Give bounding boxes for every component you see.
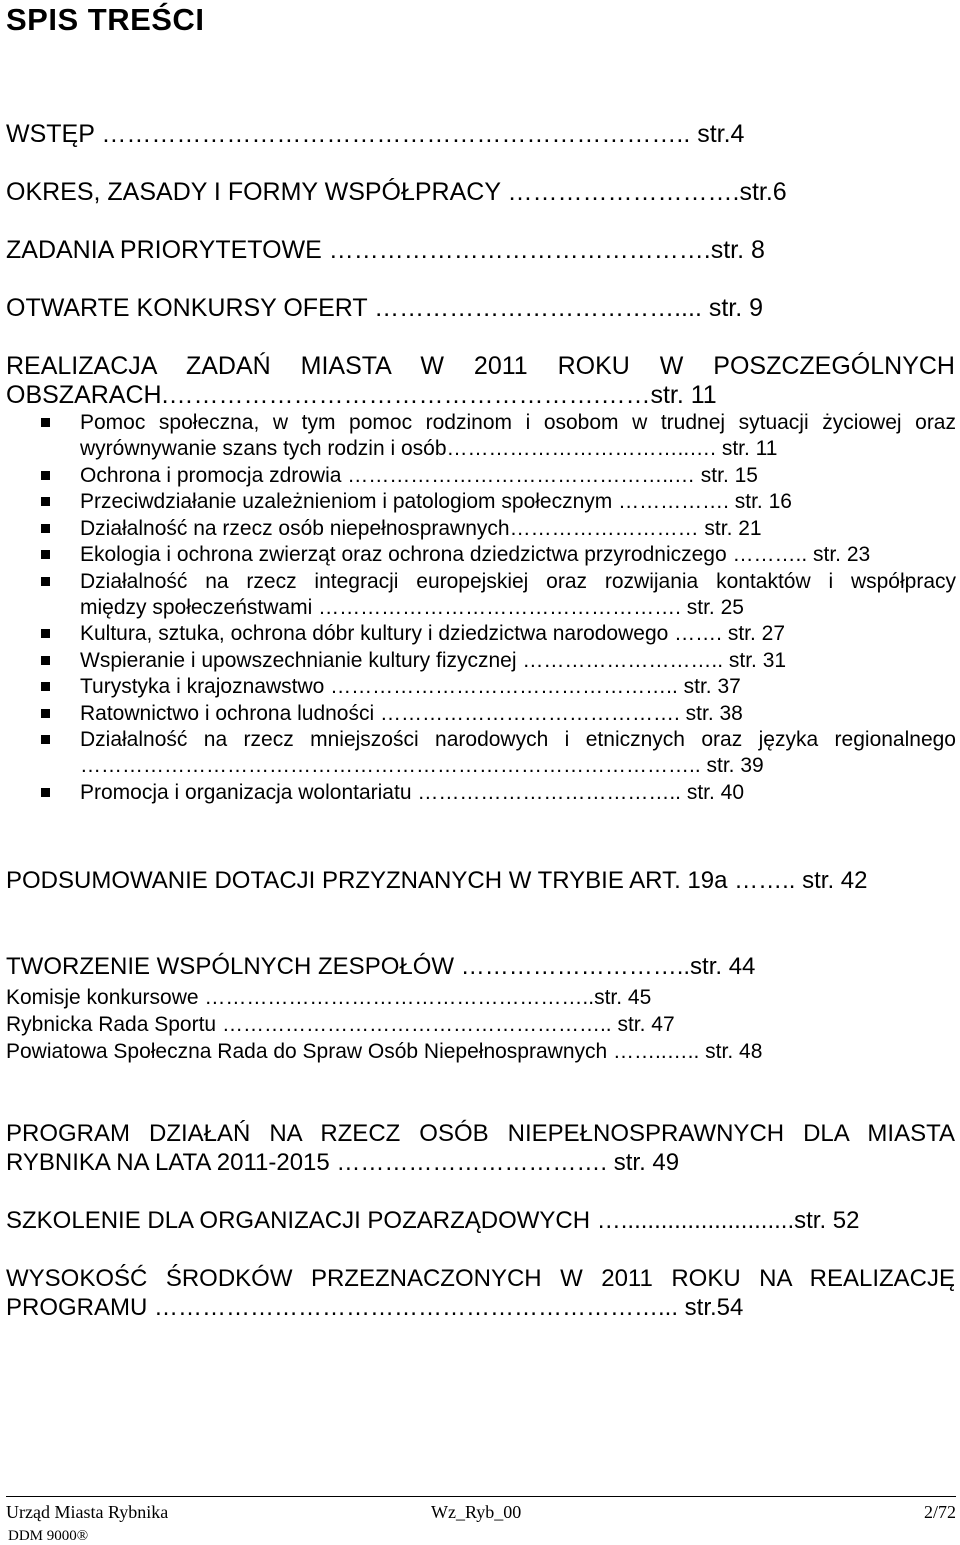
- bullet-icon: [41, 656, 50, 665]
- footer-page-number: 2/72: [923, 1502, 956, 1522]
- bullet-icon: [41, 577, 50, 586]
- toc-subitem-pomoc-line1[interactable]: Pomoc społeczna, w tym pomoc rodzinom i osobom w trudnej sytuacji życiowej oraz: [80, 411, 956, 434]
- toc-subentry-rada-powiatowa[interactable]: Powiatowa Społeczna Rada do Spraw Osób Niepełnosprawnych ……..….. str. 48: [6, 1040, 763, 1063]
- footer-document-code: Wz_Ryb_00: [431, 1502, 522, 1522]
- toc-subentry-komisje[interactable]: Komisje konkursowe ………………………………………………..str. 45: [6, 986, 652, 1009]
- toc-entry-program-line1[interactable]: PROGRAM DZIAŁAŃ NA RZECZ OSÓB NIEPEŁNOSPRAWNYCH DLA MIASTA: [6, 1120, 955, 1147]
- toc-subitem-kultura-fizyczna[interactable]: Wspieranie i upowszechnianie kultury fizycznej ……………………….. str. 31: [80, 649, 787, 672]
- toc-entry-zespoly[interactable]: TWORZENIE WSPÓLNYCH ZESPOŁÓW ………………………..str. 44: [6, 953, 756, 980]
- toc-entry-szkolenie[interactable]: SZKOLENIE DLA ORGANIZACJI POZARZĄDOWYCH …..........................str. 52: [6, 1207, 860, 1234]
- toc-entry-realizacja-line2[interactable]: OBSZARACH.…………………………………………….……str. 11: [6, 381, 717, 409]
- toc-entry-program-line2[interactable]: RYBNIKA NA LATA 2011-2015 ……………………………. str. 49: [6, 1149, 680, 1176]
- toc-subitem-integracja-line1[interactable]: Działalność na rzecz integracji europejskiej oraz rozwijania kontaktów i współpracy: [80, 570, 956, 593]
- toc-subitem-ratownictwo[interactable]: Ratownictwo i ochrona ludności ……………………………………. str. 38: [80, 702, 743, 725]
- bullet-icon: [41, 682, 50, 691]
- bullet-icon: [41, 788, 50, 797]
- toc-subitem-kultura[interactable]: Kultura, sztuka, ochrona dóbr kultury i dziedzictwa narodowego ……. str. 27: [80, 622, 786, 645]
- toc-entry-okres[interactable]: OKRES, ZASADY I FORMY WSPÓŁPRACY ……………………….str.6: [6, 178, 787, 206]
- bullet-icon: [41, 497, 50, 506]
- bullet-icon: [41, 471, 50, 480]
- toc-subitem-uzaleznienia[interactable]: Przeciwdziałanie uzależnieniom i patologiom społecznym ……………. str. 16: [80, 490, 792, 513]
- footer-organization: Urząd Miasta Rybnika: [6, 1502, 169, 1522]
- toc-subitem-wolontariat[interactable]: Promocja i organizacja wolontariatu ……………………………….. str. 40: [80, 781, 745, 804]
- toc-entry-podsumowanie[interactable]: PODSUMOWANIE DOTACJI PRZYZNANYCH W TRYBIE ART. 19a …….. str. 42: [6, 867, 868, 894]
- toc-subitem-mniejszosci-line2[interactable]: …………………………………………………………………………….. str. 39: [80, 754, 764, 777]
- footer-rule: [6, 1496, 956, 1497]
- toc-subitem-niepelnosprawni[interactable]: Działalność na rzecz osób niepełnosprawnych……………………… str. 21: [80, 517, 762, 540]
- toc-entry-wstep[interactable]: WSTĘP …………………………………………………………….. str.4: [6, 120, 745, 148]
- toc-entry-wysokosc-line1[interactable]: WYSOKOŚĆ ŚRODKÓW PRZEZNACZONYCH W 2011 ROKU NA REALIZACJĘ: [6, 1265, 955, 1292]
- toc-subitem-mniejszosci-line1[interactable]: Działalność na rzecz mniejszości narodowych i etnicznych oraz języka regionalnego: [80, 728, 956, 751]
- bullet-icon: [41, 735, 50, 744]
- toc-subitem-ekologia[interactable]: Ekologia i ochrona zwierząt oraz ochrona dziedzictwa przyrodniczego ……….. str. 23: [80, 543, 871, 566]
- bullet-icon: [41, 550, 50, 559]
- footer-certification-mark: DDM 9000®: [8, 1528, 89, 1544]
- page-title: SPIS TREŚCI: [6, 2, 205, 37]
- toc-entry-zadania[interactable]: ZADANIA PRIORYTETOWE ……………………………………….str. 8: [6, 236, 765, 264]
- toc-entry-konkursy[interactable]: OTWARTE KONKURSY OFERT ……………………………….... str. 9: [6, 294, 764, 322]
- toc-subitem-integracja-line2[interactable]: między społeczeństwami ……………………………………………. str. 25: [80, 596, 744, 619]
- toc-subitem-turystyka[interactable]: Turystyka i krajoznawstwo ………………………………………….. str. 37: [80, 675, 741, 698]
- bullet-icon: [41, 418, 50, 427]
- toc-subentry-rada-sportu[interactable]: Rybnicka Rada Sportu ……………………………………………….. str. 47: [6, 1013, 675, 1036]
- toc-entry-realizacja-line1[interactable]: REALIZACJA ZADAŃ MIASTA W 2011 ROKU W POSZCZEGÓLNYCH: [6, 352, 955, 380]
- toc-subitem-zdrowie[interactable]: Ochrona i promocja zdrowia ………………………………………..… str. 15: [80, 464, 758, 487]
- bullet-icon: [41, 709, 50, 718]
- toc-entry-wysokosc-line2[interactable]: PROGRAMU ………………………………………………………... str.54: [6, 1294, 744, 1321]
- toc-subitem-pomoc-line2[interactable]: wyrównywanie szans tych rodzin i osób……………………………..…. str. 11: [80, 437, 778, 460]
- bullet-icon: [41, 629, 50, 638]
- bullet-icon: [41, 524, 50, 533]
